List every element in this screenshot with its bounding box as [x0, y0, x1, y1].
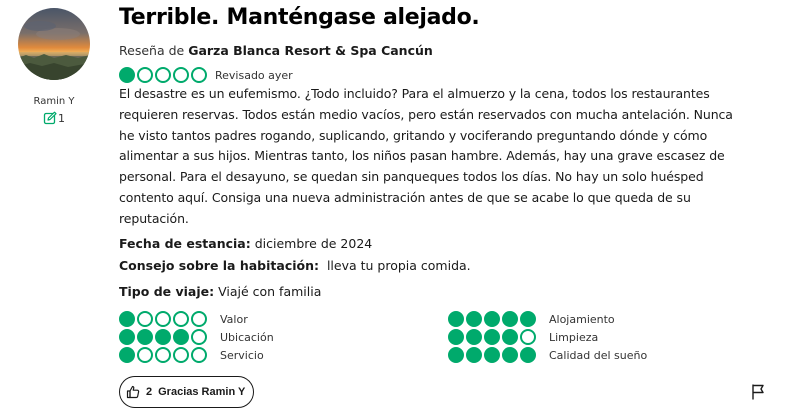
rating-bubble — [502, 311, 518, 327]
review-title[interactable]: Terrible. Manténgase alejado. — [119, 5, 480, 30]
room-tip-value: lleva tu propia comida. — [326, 258, 471, 273]
rating-bubble — [448, 329, 464, 345]
rating-bubble — [173, 329, 189, 345]
rating-bubble — [137, 311, 153, 327]
rating-bubble — [119, 329, 135, 345]
rating-bubbles — [448, 329, 536, 345]
sub-rating-alojamiento — [448, 311, 615, 327]
sub-rating-label: Ubicación — [220, 330, 274, 344]
review-body: El desastre es un eufemismo. ¿Todo incluido? Para el almuerzo y la cena, todos los restaurantes requieren reservas. Todos están medio vacíos, pero están reservados con mucha antelación. Nunca he visto tantos padres rogando, suplicando, gritando y vociferando preguntando dónde y cómo alimentar a sus hijos. Mientras tanto, los niños pasan hambre. Además, hay una grave escasez de personal. Para el desayuno, se quedan sin panqueques todos los días. No hay un solo huésped contento aquí. Consiga una nueva administración antes de que se acabe lo que queda de su reputación. — [119, 86, 733, 226]
rating-bubble — [155, 347, 171, 363]
rating-bubble — [502, 347, 518, 363]
user-name[interactable]: Ramin Y — [33, 96, 75, 107]
contributions-count — [18, 111, 90, 125]
rating-bubble — [520, 329, 536, 345]
sub-rating-label: Calidad del sueño — [549, 348, 648, 362]
sub-rating-label: Alojamiento — [549, 312, 615, 326]
sub-rating-limpieza — [448, 329, 598, 345]
rating-bubble — [173, 67, 189, 83]
rating-bubble — [191, 67, 207, 83]
rating-bubbles — [448, 347, 536, 363]
trip-type-label: Tipo de viaje: — [119, 284, 215, 299]
review-subtitle — [119, 43, 433, 58]
room-tip — [119, 258, 471, 273]
trip-type-value: Viajé con familia — [218, 284, 322, 299]
rating-bubble — [173, 311, 189, 327]
rating-bubble — [191, 311, 207, 327]
rating-bubbles — [448, 311, 536, 327]
avatar[interactable] — [18, 8, 90, 80]
rating-bubble — [466, 347, 482, 363]
reviewer-profile[interactable] — [18, 8, 90, 125]
overall-rating — [119, 67, 293, 83]
trip-type — [119, 284, 321, 299]
thumbs-up-icon — [126, 385, 140, 399]
rating-bubble — [484, 311, 500, 327]
rating-bubble — [484, 347, 500, 363]
rating-bubble — [119, 311, 135, 327]
stay-date — [119, 236, 372, 251]
subtitle-prefix: Reseña de — [119, 43, 185, 58]
sub-rating-label: Limpieza — [549, 330, 599, 344]
sub-rating-servicio — [119, 347, 264, 363]
sub-rating-label: Servicio — [220, 348, 264, 362]
rating-bubbles — [119, 67, 207, 83]
rating-bubble — [484, 329, 500, 345]
rating-bubble — [155, 329, 171, 345]
thanks-button[interactable] — [119, 376, 254, 408]
stay-date-value: diciembre de 2024 — [254, 236, 373, 251]
rating-bubble — [520, 311, 536, 327]
thanks-count: 2 — [146, 386, 153, 398]
contributions-number: 1 — [58, 111, 65, 125]
rating-bubble — [448, 311, 464, 327]
rating-bubbles — [119, 347, 207, 363]
stay-date-label: Fecha de estancia: — [119, 236, 251, 251]
sub-rating-calidad-sueno — [448, 347, 647, 363]
rating-bubble — [466, 329, 482, 345]
rating-bubble — [155, 67, 171, 83]
rating-bubble — [137, 67, 153, 83]
rating-bubble — [155, 311, 171, 327]
rating-bubble — [119, 347, 135, 363]
reviewed-date: Revisado ayer — [215, 68, 293, 82]
sub-rating-valor — [119, 311, 248, 327]
rating-bubble — [119, 67, 135, 83]
hotel-name[interactable]: Garza Blanca Resort & Spa Cancún — [188, 43, 433, 58]
rating-bubble — [137, 347, 153, 363]
rating-bubble — [137, 329, 153, 345]
rating-bubble — [191, 347, 207, 363]
flag-icon[interactable] — [750, 383, 766, 401]
thanks-label: Gracias Ramin Y — [158, 386, 246, 398]
rating-bubbles — [119, 329, 207, 345]
room-tip-label: Consejo sobre la habitación: — [119, 258, 319, 273]
sub-rating-ubicacion — [119, 329, 274, 345]
rating-bubble — [502, 329, 518, 345]
sub-rating-label: Valor — [220, 312, 248, 326]
rating-bubble — [173, 347, 189, 363]
rating-bubble — [520, 347, 536, 363]
rating-bubbles — [119, 311, 207, 327]
rating-bubble — [466, 311, 482, 327]
rating-bubble — [448, 347, 464, 363]
rating-bubble — [191, 329, 207, 345]
edit-icon — [43, 111, 57, 125]
